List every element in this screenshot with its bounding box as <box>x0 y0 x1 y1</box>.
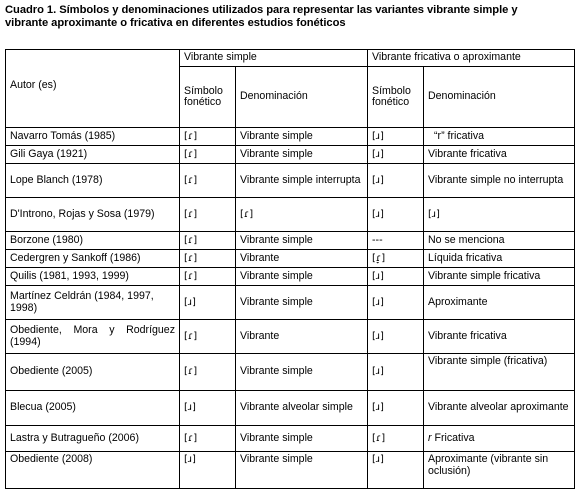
cell-simbolo-fricativa: [ɹ] <box>368 164 424 198</box>
cell-autor: Borzone (1980) <box>6 232 180 250</box>
caption-line-2: vibrante aproximante o fricativa en diferentes estudios fonéticos <box>5 17 346 29</box>
cell-simbolo-fricativa: [ɾ̞] <box>368 250 424 268</box>
cell-simbolo-simple: [ɾ] <box>180 232 236 250</box>
cell-simbolo-fricativa: [ɹ] <box>368 391 424 426</box>
cell-denominacion-fricativa: Líquida fricativa <box>424 250 575 268</box>
cell-denominacion-simple: Vibrante simple <box>236 146 368 164</box>
cell-simbolo-simple: [ɾ] <box>180 146 236 164</box>
cell-autor: Blecua (2005) <box>6 391 180 426</box>
cell-simbolo-simple: [ɾ] <box>180 268 236 286</box>
cell-autor: Gili Gaya (1921) <box>6 146 180 164</box>
cell-simbolo-fricativa: [ɹ] <box>368 452 424 489</box>
table-row <box>6 452 575 489</box>
table-row <box>6 286 575 320</box>
cell-denominacion-fricativa: Vibrante simple (fricativa) <box>424 354 575 391</box>
cell-denominacion-simple: Vibrante <box>236 250 368 268</box>
table-row <box>6 354 575 391</box>
cell-denominacion-simple: Vibrante simple interrupta <box>236 164 368 198</box>
cell-denominacion-simple: Vibrante simple <box>236 128 368 146</box>
table-row <box>6 164 575 198</box>
cell-simbolo-fricativa: [ɹ] <box>368 354 424 391</box>
cell-simbolo-simple: [ɾ] <box>180 198 236 232</box>
cell-autor: Obediente, Mora y Rodríguez (1994) <box>6 320 180 354</box>
cell-simbolo-simple: [ɹ] <box>180 452 236 489</box>
cell-denominacion-simple: Vibrante <box>236 320 368 354</box>
cell-denominacion-simple: Vibrante simple <box>236 452 368 489</box>
cell-simbolo-fricativa: --- <box>368 232 424 250</box>
header-denominacion-2: Denominación <box>424 67 575 128</box>
cell-simbolo-fricativa: [ɹ] <box>368 128 424 146</box>
cell-denominacion-fricativa: Aproximante <box>424 286 575 320</box>
header-simbolo-2: Símbolo fonético <box>368 67 424 128</box>
header-simbolo-1: Símbolo fonético <box>180 67 236 128</box>
cell-denominacion-simple: Vibrante alveolar simple <box>236 391 368 426</box>
fricativa-text: Fricativa <box>431 431 475 444</box>
cell-denominacion-fricativa <box>424 426 575 452</box>
cell-denominacion-fricativa: Vibrante fricativa <box>424 320 575 354</box>
table-row <box>6 232 575 250</box>
cell-autor: Cedergren y Sankoff (1986) <box>6 250 180 268</box>
cell-denominacion-fricativa: [ɹ] <box>424 198 575 232</box>
cell-simbolo-fricativa: [ɹ] <box>368 320 424 354</box>
cell-autor: Lope Blanch (1978) <box>6 164 180 198</box>
cell-autor: Obediente (2008) <box>6 452 180 489</box>
table-row <box>6 391 575 426</box>
table-row <box>6 250 575 268</box>
cell-denominacion-simple: Vibrante simple <box>236 232 368 250</box>
table-row <box>6 198 575 232</box>
cell-denominacion-simple: [ɾ] <box>236 198 368 232</box>
cell-simbolo-fricativa: [ɹ] <box>368 286 424 320</box>
cell-denominacion-simple: Vibrante simple <box>236 286 368 320</box>
cell-autor: Obediente (2005) <box>6 354 180 391</box>
header-group-vibrante-fricativa: Vibrante fricativa o aproximante <box>368 50 575 67</box>
cell-simbolo-fricativa: [ɹ] <box>368 198 424 232</box>
cell-simbolo-simple: [ɾ] <box>180 128 236 146</box>
cell-autor: Quilis (1981, 1993, 1999) <box>6 268 180 286</box>
cell-autor: Navarro Tomás (1985) <box>6 128 180 146</box>
cell-denominacion-fricativa: No se menciona <box>424 232 575 250</box>
cell-denominacion-simple: Vibrante simple <box>236 354 368 391</box>
table-row <box>6 320 575 354</box>
cell-autor: Martínez Celdrán (1984, 1997, 1998) <box>6 286 180 320</box>
cell-simbolo-simple: [ɾ] <box>180 164 236 198</box>
variants-table <box>5 49 575 489</box>
table-caption <box>5 4 575 30</box>
cell-denominacion-fricativa: Vibrante simple no interrupta <box>424 164 575 198</box>
cell-denominacion-fricativa: Aproximante (vibrante sin oclusión) <box>424 452 575 489</box>
cell-simbolo-simple: [ɹ] <box>180 286 236 320</box>
cell-denominacion-simple: Vibrante simple <box>236 268 368 286</box>
table-row <box>6 128 575 146</box>
cell-simbolo-simple: [ɹ] <box>180 391 236 426</box>
cell-autor: Lastra y Butragueño (2006) <box>6 426 180 452</box>
table-row <box>6 268 575 286</box>
cell-simbolo-simple: [ɾ] <box>180 354 236 391</box>
table-row <box>6 146 575 164</box>
cell-denominacion-fricativa: Vibrante simple fricativa <box>424 268 575 286</box>
header-row-groups <box>6 50 575 67</box>
cell-autor: D'Introno, Rojas y Sosa (1979) <box>6 198 180 232</box>
cell-simbolo-fricativa: [ɹ] <box>368 268 424 286</box>
italic-r: r <box>428 431 432 444</box>
header-group-vibrante-simple: Vibrante simple <box>180 50 368 67</box>
cell-simbolo-simple: [ɾ] <box>180 426 236 452</box>
cell-simbolo-simple: [ɾ] <box>180 250 236 268</box>
cell-simbolo-fricativa: [ɹ] <box>368 146 424 164</box>
table-row <box>6 426 575 452</box>
cell-denominacion-fricativa: Vibrante fricativa <box>424 146 575 164</box>
cell-denominacion-simple: Vibrante simple <box>236 426 368 452</box>
cell-denominacion-fricativa: Vibrante alveolar aproximante <box>424 391 575 426</box>
cell-simbolo-fricativa: [ɾ] <box>368 426 424 452</box>
caption-line-1: Cuadro 1. Símbolos y denominaciones utilizados para representar las variantes vibrante simple y <box>5 4 518 16</box>
cell-denominacion-fricativa: “r” fricativa <box>424 128 575 146</box>
header-denominacion-1: Denominación <box>236 67 368 128</box>
cell-simbolo-simple: [ɾ] <box>180 320 236 354</box>
header-autor: Autor (es) <box>6 50 180 128</box>
